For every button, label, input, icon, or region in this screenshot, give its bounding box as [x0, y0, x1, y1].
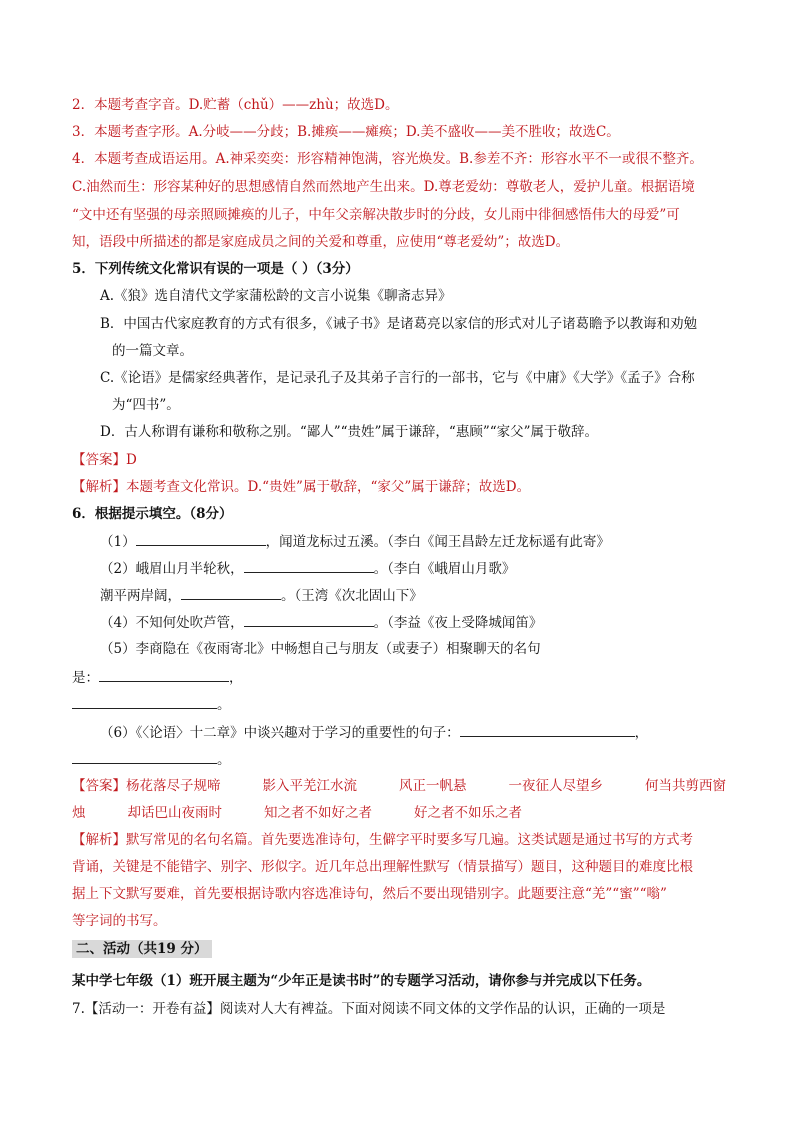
- explanation-6-line-2: 背诵，关键是不能错字、别字、形似字。近几年总出理解性默写（情景描写）题目，这种题目的难度比根: [72, 859, 693, 875]
- item-text: 是：: [72, 670, 99, 686]
- answer-item: 知之者不如好之者: [264, 805, 372, 821]
- fill-blank[interactable]: [244, 559, 374, 573]
- activity-intro: 某中学七年级（1）班开展主题为“少年正是读书时”的专题学习活动，请你参与并完成以下任务。: [72, 973, 651, 989]
- item-text: （2）峨眉山月半轮秋，: [100, 561, 244, 577]
- explanation-6-line-4: 等字词的书写。: [72, 913, 167, 929]
- answer-item: 风正一帆悬: [399, 778, 467, 794]
- answer-item: 影入平羌江水流: [262, 778, 357, 794]
- question-6-item-3: [100, 586, 734, 605]
- fill-blank[interactable]: [136, 532, 266, 546]
- fill-blank[interactable]: [72, 695, 217, 709]
- explanation-6-line-1: [72, 831, 734, 849]
- fill-blank[interactable]: [244, 613, 374, 627]
- explanation-tag: 【解析】: [72, 832, 126, 848]
- explanation-highlight: “贵姓”属于敬辞，“家父”属于谦辞: [262, 479, 466, 495]
- fill-blank[interactable]: [460, 723, 635, 737]
- explanation-line-4-cont1: C.油然而生：形容某种好的思想感情自然而然地产生出来。D.尊老爱幼：尊敬老人，爱护儿童。根据语境: [72, 179, 695, 195]
- explanation-text: 本题考查文化常识。D.: [126, 479, 263, 495]
- item-number: （1）: [100, 534, 136, 550]
- explanation-line-2: 2．本题考查字音。D.贮蓄（chǔ）——zhù；故选D。: [72, 97, 399, 113]
- punctuation: 。: [217, 752, 231, 768]
- explanation-tag: 【解析】: [72, 479, 126, 495]
- item-source: 。（李益《夜上受降城闻笛》: [373, 615, 543, 631]
- answer-item: 却话巴山夜雨时: [127, 805, 222, 821]
- explanation-6-line-3: 据上下文默写要难，首先要根据诗歌内容选准诗句，然后不要出现错别字。此题要注意“羌”“蜜”“嗡”: [72, 886, 667, 902]
- question-5-option-c-cont: 为“四书”。: [112, 397, 180, 413]
- item-text: 潮平两岸阔，: [100, 588, 181, 604]
- question-6-title: 6．根据提示填空。（8分）: [72, 506, 233, 522]
- answer-6-row-2: [72, 804, 734, 822]
- item-text: （6）《〈论语〉十二章》中谈兴趣对于学习的重要性的句子：: [100, 725, 460, 741]
- question-5-option-b-cont: 的一篇文章。: [112, 343, 193, 359]
- question-5-option-d: D．古人称谓有谦称和敬称之别。“鄙人”“贵姓”属于谦辞，“惠顾”“家父”属于敬辞。: [100, 424, 599, 440]
- punctuation: 。: [217, 697, 231, 713]
- question-6-item-5: （5）李商隐在《夜雨寄北》中畅想自己与朋友（或妻子）相聚聊天的名句: [100, 641, 541, 657]
- item-text: （4）不知何处吹芦管，: [100, 615, 244, 631]
- answer-value: D: [126, 452, 137, 468]
- answer-5: [72, 451, 734, 469]
- fill-blank[interactable]: [99, 668, 229, 682]
- explanation-5: [72, 478, 734, 496]
- explanation-line-4-cont2: “文中还有坚强的母亲照顾摊痪的儿子，中年父亲解决散步时的分歧，女儿雨中徘徊感悟伟大的母爱”可: [72, 207, 680, 223]
- item-source: 。（李白《峨眉山月歌》: [373, 561, 516, 577]
- punctuation: ，: [229, 670, 243, 686]
- question-6-item-2: [100, 559, 734, 578]
- question-6-item-5-answer-line-2: [72, 695, 734, 714]
- item-source: 。（王湾《次北固山下》: [281, 588, 423, 604]
- question-7-title: 7.【活动一：开卷有益】阅读对人大有裨益。下面对阅读不同文体的文学作品的认识，正确的一项是: [72, 1001, 666, 1017]
- question-5-option-a: A.《狼》选自清代文学家蒲松龄的文言小说集《聊斋志异》: [100, 288, 452, 304]
- punctuation: ，: [634, 725, 649, 741]
- section-2-title: 二、活动（共19 分）: [72, 940, 212, 958]
- explanation-tail: ；故选D。: [465, 479, 531, 495]
- answer-item: 好之者不如乐之者: [414, 805, 522, 821]
- answer-tag: 【答案】: [72, 778, 126, 794]
- answer-item: 何当共剪西窗: [645, 778, 726, 794]
- fill-blank[interactable]: [72, 750, 217, 764]
- question-6-item-5-answer-line: [72, 668, 734, 687]
- fill-blank[interactable]: [181, 586, 281, 600]
- question-6-item-6: [100, 723, 734, 742]
- explanation-line-3: 3．本题考查字形。A.分岐——分歧；B.摊痪——瘫痪；D.美不盛收——美不胜收；故选C。: [72, 124, 620, 140]
- answer-item: 烛: [72, 805, 86, 821]
- answer-item: 杨花落尽子规啼: [126, 778, 221, 794]
- question-5-option-c: C.《论语》是儒家经典著作，是记录孔子及其弟子言行的一部书，它与《中庸》《大学》《孟子》合称: [100, 370, 695, 386]
- question-5-title: 5．下列传统文化常识有误的一项是（ ）（3分）: [72, 261, 359, 277]
- answer-tag: 【答案】: [72, 452, 126, 468]
- question-6-item-1: [100, 532, 734, 551]
- answer-6-row-1: [72, 777, 734, 795]
- question-6-item-6-answer-line-2: [72, 750, 734, 769]
- section-heading: [72, 940, 734, 958]
- question-5-option-b: B．中国古代家庭教育的方式有很多，《诫子书》是诸葛亮以家信的形式对儿子诸葛瞻予以教诲和劝勉: [100, 316, 698, 332]
- explanation-line-4-cont3: 知，语段中所描述的都是家庭成员之间的关爱和尊重，应使用“尊老爱幼”；故选D。: [72, 234, 570, 250]
- question-6-item-4: [100, 613, 734, 632]
- explanation-text: 默写常见的名句名篇。首先要选准诗句，生僻字平时要多写几遍。这类试题是通过书写的方式考: [126, 832, 693, 848]
- answer-item: 一夜征人尽望乡: [508, 778, 603, 794]
- item-text: ，闻道龙标过五溪。（李白《闻王昌龄左迁龙标遥有此寄》: [265, 534, 610, 550]
- explanation-line-4: 4．本题考查成语运用。A.神采奕奕：形容精神饱满，容光焕发。B.参差不齐：形容水平不一或很不整齐。: [72, 151, 703, 167]
